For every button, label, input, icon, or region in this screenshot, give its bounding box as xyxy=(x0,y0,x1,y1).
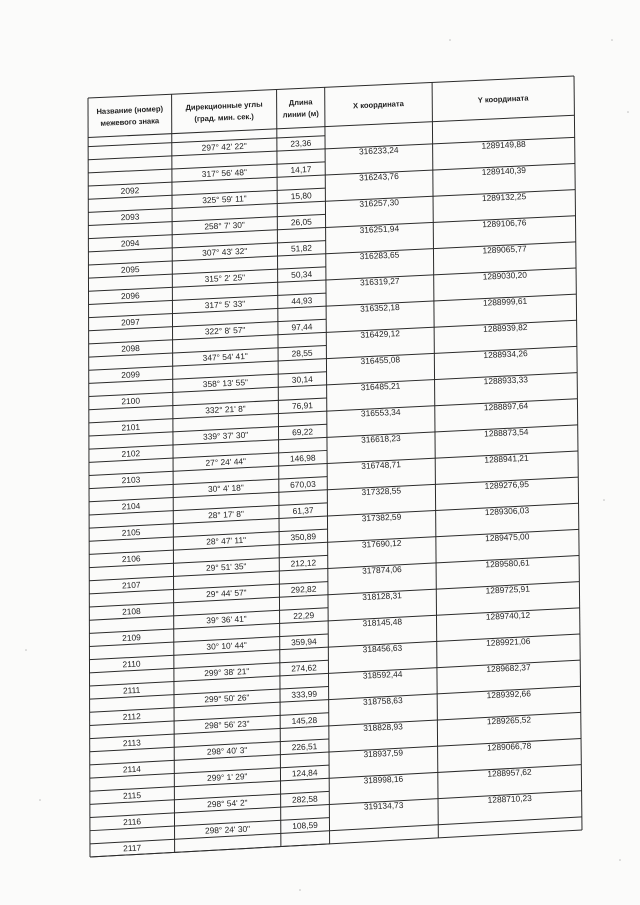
x-coordinate: 317382,59 xyxy=(361,511,402,524)
header-angle-line2: (град. мин. сек.) xyxy=(194,111,255,124)
x-coordinate: 316243,76 xyxy=(358,170,399,183)
line-length: 124,84 xyxy=(291,767,318,779)
direction-angle: 29° 51' 35" xyxy=(205,561,247,573)
line-length: 226,51 xyxy=(291,741,318,753)
y-coordinate: 1289132,25 xyxy=(481,191,527,204)
line-length: 108,59 xyxy=(291,819,319,831)
direction-angle: 28° 47' 11" xyxy=(205,534,247,547)
y-coordinate: 1288957,62 xyxy=(487,766,532,779)
y-coordinate: 1288873,54 xyxy=(483,426,529,439)
direction-angle: 298° 54' 2" xyxy=(206,797,248,810)
x-coordinate: 318128,31 xyxy=(362,590,403,602)
line-length: 69,22 xyxy=(291,426,314,438)
y-coordinate: 1289066,78 xyxy=(486,740,532,753)
header-length-line2: линии (м) xyxy=(282,108,319,120)
y-coordinate: 1289682,37 xyxy=(486,662,531,675)
direction-angle: 297° 42' 22" xyxy=(201,140,248,153)
point-name: 2093 xyxy=(120,211,140,223)
line-length: 26,05 xyxy=(290,216,313,228)
point-name: 2094 xyxy=(120,237,140,249)
y-coordinate: 1289140,39 xyxy=(481,164,527,177)
point-name: 2100 xyxy=(121,395,141,407)
line-length: 97,44 xyxy=(291,321,313,333)
line-length: 50,34 xyxy=(290,268,313,280)
x-coordinate: 317328,55 xyxy=(361,485,402,498)
y-coordinate: 1289106,76 xyxy=(481,217,527,230)
line-length: 333,99 xyxy=(291,688,318,700)
y-coordinate: 1289921,06 xyxy=(485,635,531,648)
point-name: 2108 xyxy=(121,605,141,617)
speck xyxy=(25,649,27,651)
direction-angle: 347° 54' 41" xyxy=(202,350,249,363)
x-coordinate: 316748,71 xyxy=(361,459,402,471)
y-coordinate: 1289065,77 xyxy=(482,243,527,256)
speck xyxy=(619,859,621,861)
point-name: 2099 xyxy=(121,369,141,381)
line-length: 282,58 xyxy=(291,793,318,805)
header-length-line1: Длина xyxy=(288,97,313,108)
line-length: 274,62 xyxy=(291,662,318,674)
line-length: 44,93 xyxy=(291,295,313,307)
direction-angle: 30° 4' 18" xyxy=(207,482,245,495)
header-name-line1: Название (номер) xyxy=(96,104,164,117)
line-length: 145,28 xyxy=(291,714,318,727)
line-length: 146,98 xyxy=(289,452,316,464)
direction-angle: 298° 40' 3" xyxy=(206,744,248,757)
speck xyxy=(603,499,605,501)
speck xyxy=(39,799,41,801)
direction-angle: 298° 56' 23" xyxy=(204,718,250,731)
point-name: 2092 xyxy=(120,185,140,196)
point-name: 2103 xyxy=(121,474,141,486)
header-y: Y координата xyxy=(477,93,529,105)
y-coordinate: 1288939,82 xyxy=(482,321,528,334)
x-coordinate: 316319,27 xyxy=(359,275,400,288)
x-coordinate: 318456,63 xyxy=(362,642,403,655)
y-coordinate: 1288999,61 xyxy=(482,295,528,308)
direction-angle: 317° 5' 33" xyxy=(204,298,246,311)
x-coordinate: 318145,48 xyxy=(362,616,403,629)
x-coordinate: 316257,30 xyxy=(359,197,400,209)
point-name: 2112 xyxy=(122,711,141,722)
line-length: 30,14 xyxy=(291,373,313,385)
row-line-right xyxy=(330,817,582,831)
line-length: 670,03 xyxy=(289,478,316,490)
x-coordinate: 318758,63 xyxy=(362,695,403,707)
point-name: 2117 xyxy=(122,842,142,854)
x-coordinate: 317690,12 xyxy=(361,537,402,550)
y-coordinate: 1288933,33 xyxy=(483,374,529,387)
direction-angle: 325° 59' 11" xyxy=(201,193,247,206)
point-name: 2096 xyxy=(120,290,140,302)
x-coordinate: 316352,18 xyxy=(359,301,400,314)
point-name: 2097 xyxy=(120,316,140,328)
point-name: 2107 xyxy=(121,579,141,591)
line-length: 76,91 xyxy=(291,400,314,412)
column-line-5 xyxy=(574,76,582,830)
y-coordinate: 1289030,20 xyxy=(482,269,528,282)
y-coordinate: 1289740,12 xyxy=(485,609,531,622)
direction-angle: 298° 24' 30" xyxy=(204,823,251,836)
speck xyxy=(299,889,301,891)
direction-angle: 315° 2' 25" xyxy=(204,272,246,285)
direction-angle: 322° 8' 57" xyxy=(204,324,246,337)
direction-angle: 27° 24' 44" xyxy=(205,456,247,468)
header-separator xyxy=(88,115,574,137)
x-coordinate: 316455,08 xyxy=(360,354,401,367)
line-length: 359,94 xyxy=(290,636,317,648)
direction-angle: 358° 13' 55" xyxy=(202,377,249,390)
x-coordinate: 318998,16 xyxy=(363,773,404,786)
direction-angle: 258° 7' 30" xyxy=(204,219,246,232)
direction-angle: 39° 36' 41" xyxy=(206,613,247,626)
line-length: 61,37 xyxy=(292,505,314,517)
direction-angle: 339° 37' 30" xyxy=(202,429,249,442)
point-name: 2113 xyxy=(122,737,142,749)
direction-angle: 299° 1' 29" xyxy=(206,771,248,784)
x-coordinate: 316233,24 xyxy=(358,144,399,157)
x-coordinate: 316485,21 xyxy=(360,380,401,393)
direction-angle: 299° 38' 21" xyxy=(203,666,250,679)
speck xyxy=(449,39,451,41)
x-coordinate: 317874,06 xyxy=(361,563,402,576)
y-coordinate: 1289475,00 xyxy=(484,531,530,544)
y-coordinate: 1289580,61 xyxy=(485,557,530,570)
direction-angle: 299° 50' 26" xyxy=(204,692,250,705)
direction-angle: 29° 44' 57" xyxy=(205,587,247,600)
direction-angle: 332° 21' 8" xyxy=(205,403,246,416)
point-name: 2109 xyxy=(121,632,142,644)
y-coordinate: 1289265,52 xyxy=(486,714,532,727)
y-coordinate: 1289392,66 xyxy=(486,688,532,701)
table-body xyxy=(120,138,532,854)
point-name: 2111 xyxy=(122,684,141,696)
point-name: 2104 xyxy=(121,500,141,512)
y-coordinate: 1289276,95 xyxy=(484,478,530,491)
point-name: 2114 xyxy=(122,763,142,775)
point-name: 2115 xyxy=(122,790,142,801)
point-name: 2110 xyxy=(122,658,141,670)
direction-angle: 30° 10' 44" xyxy=(206,639,248,652)
header-name-line2: межевого знака xyxy=(100,116,160,128)
point-name: 2098 xyxy=(120,342,141,354)
line-length: 28,55 xyxy=(291,347,313,359)
speck xyxy=(627,111,629,113)
line-length: 51,82 xyxy=(290,242,313,254)
line-length: 292,82 xyxy=(290,583,317,595)
x-coordinate: 316553,34 xyxy=(360,406,401,419)
line-length: 23,36 xyxy=(290,137,312,149)
line-length: 212,12 xyxy=(290,557,317,569)
x-coordinate: 318937,59 xyxy=(363,747,404,760)
direction-angle: 317° 56' 48" xyxy=(201,167,248,180)
line-length: 350,89 xyxy=(290,531,317,543)
x-coordinate: 319134,73 xyxy=(363,799,404,812)
line-length: 22,29 xyxy=(293,610,315,621)
line-length: 15,80 xyxy=(290,190,312,202)
point-name: 2101 xyxy=(121,421,141,433)
line-length: 14,17 xyxy=(290,164,312,175)
y-coordinate: 1289306,03 xyxy=(484,505,530,518)
point-name: 2106 xyxy=(121,553,141,565)
direction-angle: 307° 43' 32" xyxy=(201,245,248,258)
speck xyxy=(611,39,613,41)
point-name: 2095 xyxy=(120,264,140,275)
y-coordinate: 1288941,21 xyxy=(484,452,529,465)
y-coordinate: 1289149,88 xyxy=(481,138,526,151)
header-x: X координата xyxy=(352,99,405,111)
x-coordinate: 316251,94 xyxy=(359,223,400,236)
x-coordinate: 316618,23 xyxy=(360,432,401,445)
point-name: 2102 xyxy=(121,448,141,459)
direction-angle: 28° 17' 8" xyxy=(207,508,245,521)
x-coordinate: 318592,44 xyxy=(362,668,403,681)
x-coordinate: 318828,93 xyxy=(363,721,404,734)
table-header xyxy=(96,93,529,127)
x-coordinate: 316283,65 xyxy=(359,249,400,262)
y-coordinate: 1288710,23 xyxy=(487,792,533,805)
y-coordinate: 1289725,91 xyxy=(485,583,531,596)
y-coordinate: 1288934,26 xyxy=(483,348,528,361)
y-coordinate: 1288897,64 xyxy=(483,400,529,413)
x-coordinate: 316429,12 xyxy=(360,328,401,340)
point-name: 2116 xyxy=(122,816,142,828)
point-name: 2105 xyxy=(121,527,141,538)
header-angle-line1: Дирекционные углы xyxy=(185,99,263,113)
